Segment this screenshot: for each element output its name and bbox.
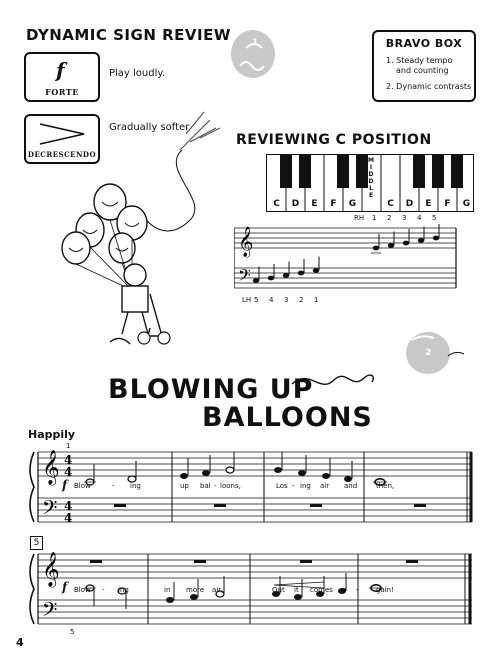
song-title-line-1: BLOWING UP (108, 374, 314, 405)
decrescendo-label: DECRESCENDO (27, 150, 97, 159)
key-label: E (425, 199, 432, 209)
forte-description: Play loudly. (109, 68, 166, 79)
svg-text:𝄢: 𝄢 (42, 496, 58, 524)
key-label: D (291, 199, 300, 209)
key-label: D (405, 199, 414, 209)
key-label: F (330, 199, 337, 209)
key-label: G (462, 199, 471, 209)
rh-label: RH (354, 214, 365, 222)
svg-text:4: 4 (64, 511, 73, 525)
svg-text:𝄞: 𝄞 (238, 227, 254, 257)
track-1-badge-icon (226, 26, 280, 86)
system-2-dynamic-forte: f (62, 580, 68, 594)
forte-symbol: f (56, 58, 65, 82)
track-2-badge-number: 2 (425, 348, 432, 358)
svg-text:4: 4 (64, 465, 73, 479)
bravo-item-1: 1. Steady tempo and counting (386, 56, 453, 75)
right-key-labels (381, 199, 476, 209)
svg-text:4: 4 (64, 499, 73, 513)
system-2-lyrics: Blow - ing in more air, Out it comes a - gain! (74, 586, 394, 594)
measure-number-box: 5 (30, 536, 43, 550)
tempo-marking: Happily (28, 428, 76, 441)
svg-text:𝄢: 𝄢 (42, 598, 58, 626)
bravo-box (372, 30, 476, 102)
lh-fingering: 5 4 3 2 1 (254, 296, 319, 304)
key-label: E (311, 199, 318, 209)
c-position-grand-staff (234, 222, 464, 296)
song-title-line-2: BALLOONS (202, 402, 373, 433)
key-label: C (273, 199, 280, 209)
lh-label: LH (242, 296, 252, 304)
bravo-box-title: BRAVO BOX (385, 37, 463, 50)
bravo-item-2: 2. Dynamic contrasts (386, 82, 472, 91)
track-1-badge-number: 1 (252, 38, 259, 48)
middle-c-label: MIDDLE (368, 157, 374, 199)
dynamic-review-title: DYNAMIC SIGN REVIEW (26, 26, 231, 44)
svg-text:𝄢: 𝄢 (238, 265, 251, 289)
rh-fingering: 1 2 3 4 5 (372, 214, 437, 222)
key-label: F (444, 199, 451, 209)
track-2-badge-icon (400, 328, 470, 378)
svg-text:𝄞: 𝄞 (42, 450, 60, 485)
title-swirl-decoration (290, 364, 380, 400)
key-label: G (348, 199, 357, 209)
page-number: 4 (16, 636, 24, 649)
decrescendo-description: Gradually softer (109, 122, 190, 133)
system-1-dynamic-forte: f (62, 478, 68, 492)
c-position-title: REVIEWING C POSITION (236, 132, 432, 148)
piano-keyboard (266, 154, 474, 212)
balloon-boy-illustration (40, 80, 250, 370)
svg-text:𝄞: 𝄞 (42, 552, 60, 587)
svg-text:4: 4 (64, 453, 73, 467)
forte-label: FORTE (45, 87, 79, 97)
system-1-lyrics: Blow - ing up bal - loons, Los - ing air and then, (74, 482, 395, 490)
key-label: C (387, 199, 394, 209)
system-1-finger-number: 1 (66, 442, 71, 450)
system-2-finger-number: 5 (70, 628, 75, 636)
left-key-labels (267, 199, 362, 209)
